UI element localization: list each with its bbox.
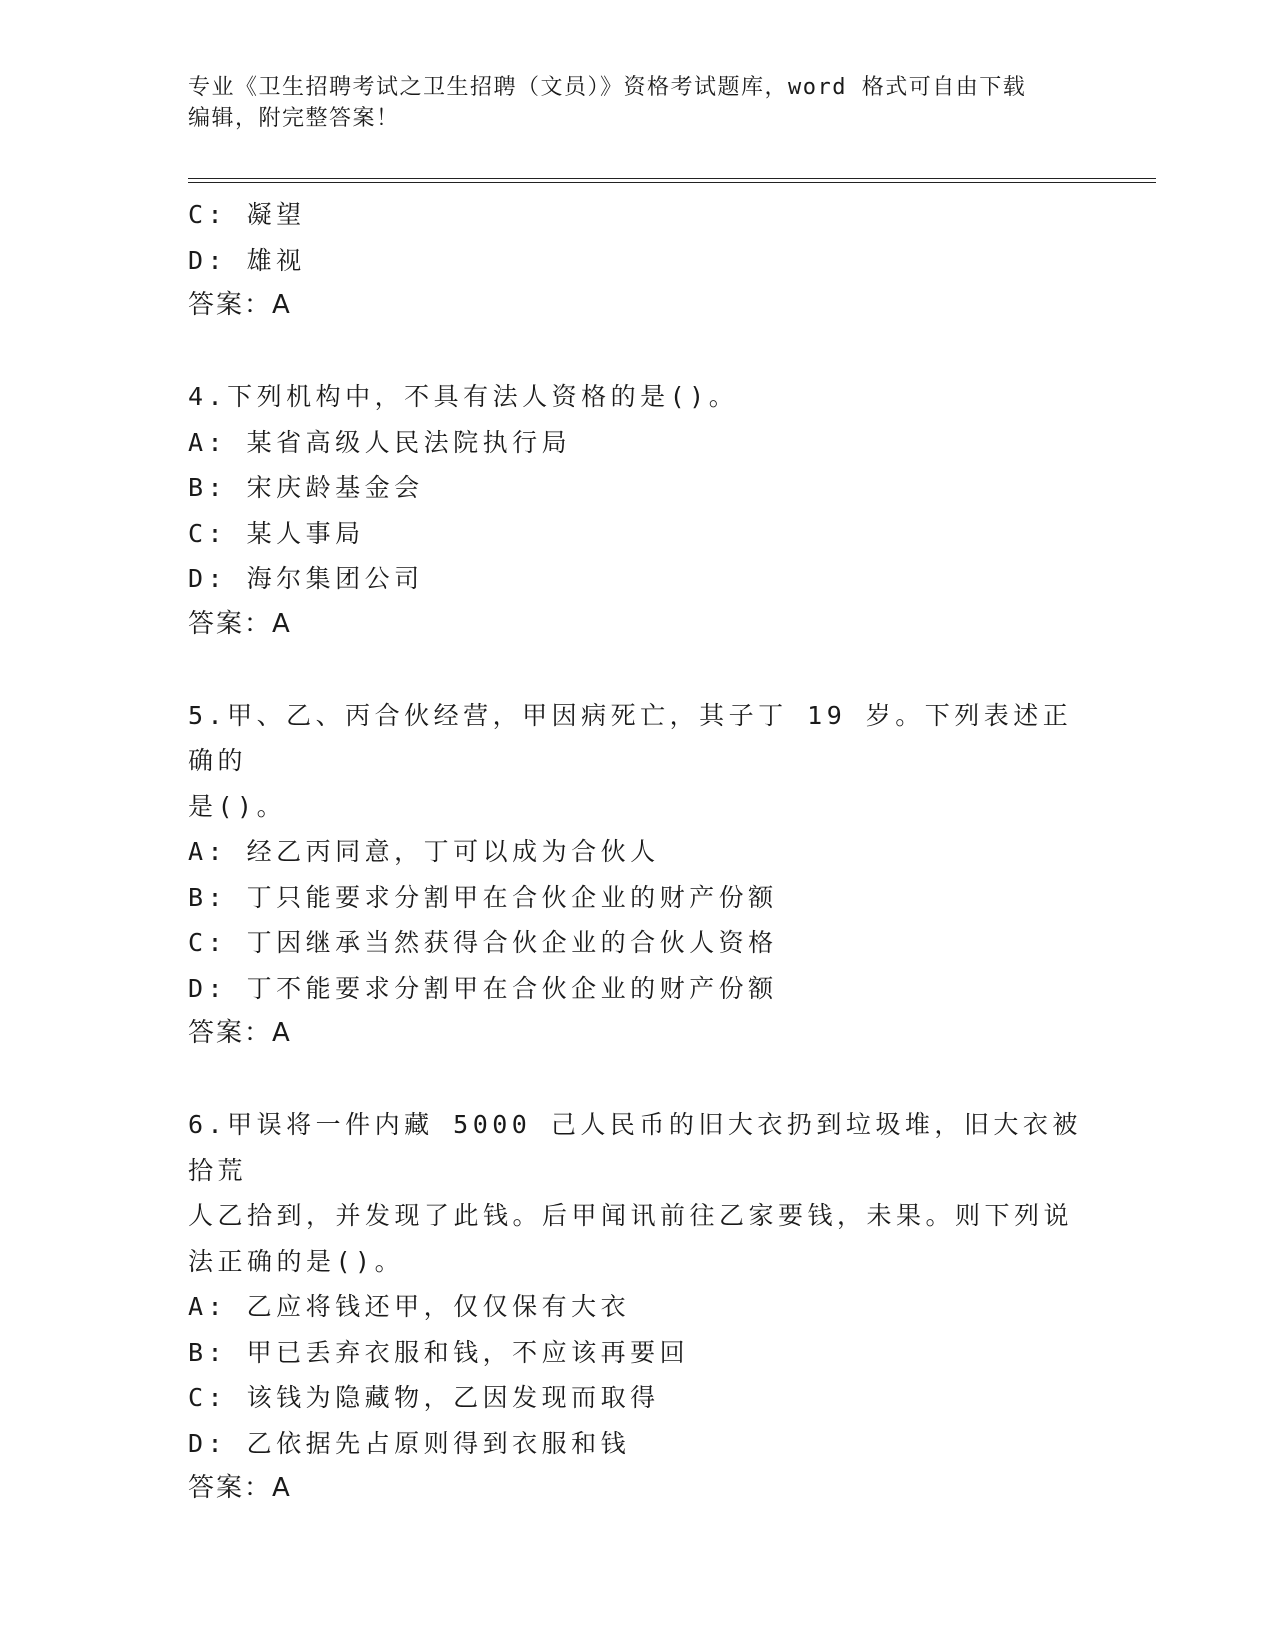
spacer	[188, 329, 1088, 375]
answer: 答案：A	[188, 290, 292, 320]
spacer	[188, 647, 1088, 693]
question-text-line-1: 5.甲、乙、丙合伙经营，甲因病死亡，其子丁 19 岁。下列表述正确的	[188, 700, 1073, 775]
option-c: C: 某人事局	[188, 518, 365, 548]
option-b: B: 甲已丢弃衣服和钱，不应该再要回	[188, 1337, 690, 1367]
question-4	[188, 374, 1088, 647]
option-b: B: 宋庆龄基金会	[188, 473, 424, 502]
option-d: D: 乙依据先占原则得到衣服和钱	[188, 1428, 631, 1458]
question-6	[188, 1102, 1088, 1512]
header-divider-bottom	[188, 182, 1156, 183]
question-text-line-2: 是()。	[188, 791, 287, 821]
answer: 答案：A	[188, 1473, 292, 1503]
question-3-continued	[188, 192, 1088, 329]
question-list	[188, 192, 1088, 1512]
header-line-2: 编辑，附完整答案！	[188, 106, 400, 131]
document-header	[188, 72, 1068, 134]
option-d: D: 海尔集团公司	[188, 564, 424, 593]
question-text-line-1: 6.甲误将一件内藏 5000 己人民币的旧大衣扔到垃圾堆，旧大衣被拾荒	[188, 1110, 1082, 1185]
option-a: A: 乙应将钱还甲，仅仅保有大衣	[188, 1292, 631, 1321]
header-divider-top	[188, 178, 1156, 179]
question-text-line-2: 人乙拾到，并发现了此钱。后甲闻讯前往乙家要钱，未果。则下列说	[188, 1201, 1074, 1230]
option-c: C: 凝望	[188, 200, 306, 229]
question-text: 4.下列机构中，不具有法人资格的是()。	[188, 382, 739, 411]
question-5	[188, 693, 1088, 1057]
spacer	[188, 1057, 1088, 1103]
answer: 答案：A	[188, 1018, 292, 1048]
option-a: A: 经乙丙同意，丁可以成为合伙人	[188, 837, 660, 866]
option-d: D: 丁不能要求分割甲在合伙企业的财产份额	[188, 973, 778, 1003]
question-text-line-3: 法正确的是()。	[188, 1246, 405, 1276]
option-d: D: 雄视	[188, 245, 306, 275]
option-a: A: 某省高级人民法院执行局	[188, 427, 572, 457]
answer: 答案：A	[188, 608, 292, 639]
option-b: B: 丁只能要求分割甲在合伙企业的财产份额	[188, 882, 778, 912]
option-c: C: 该钱为隐藏物，乙因发现而取得	[188, 1383, 660, 1412]
header-line-1: 专业《卫生招聘考试之卫生招聘（文员）》资格考试题库，word 格式可自由下载	[188, 75, 1027, 100]
option-c: C: 丁因继承当然获得合伙企业的合伙人资格	[188, 928, 778, 957]
